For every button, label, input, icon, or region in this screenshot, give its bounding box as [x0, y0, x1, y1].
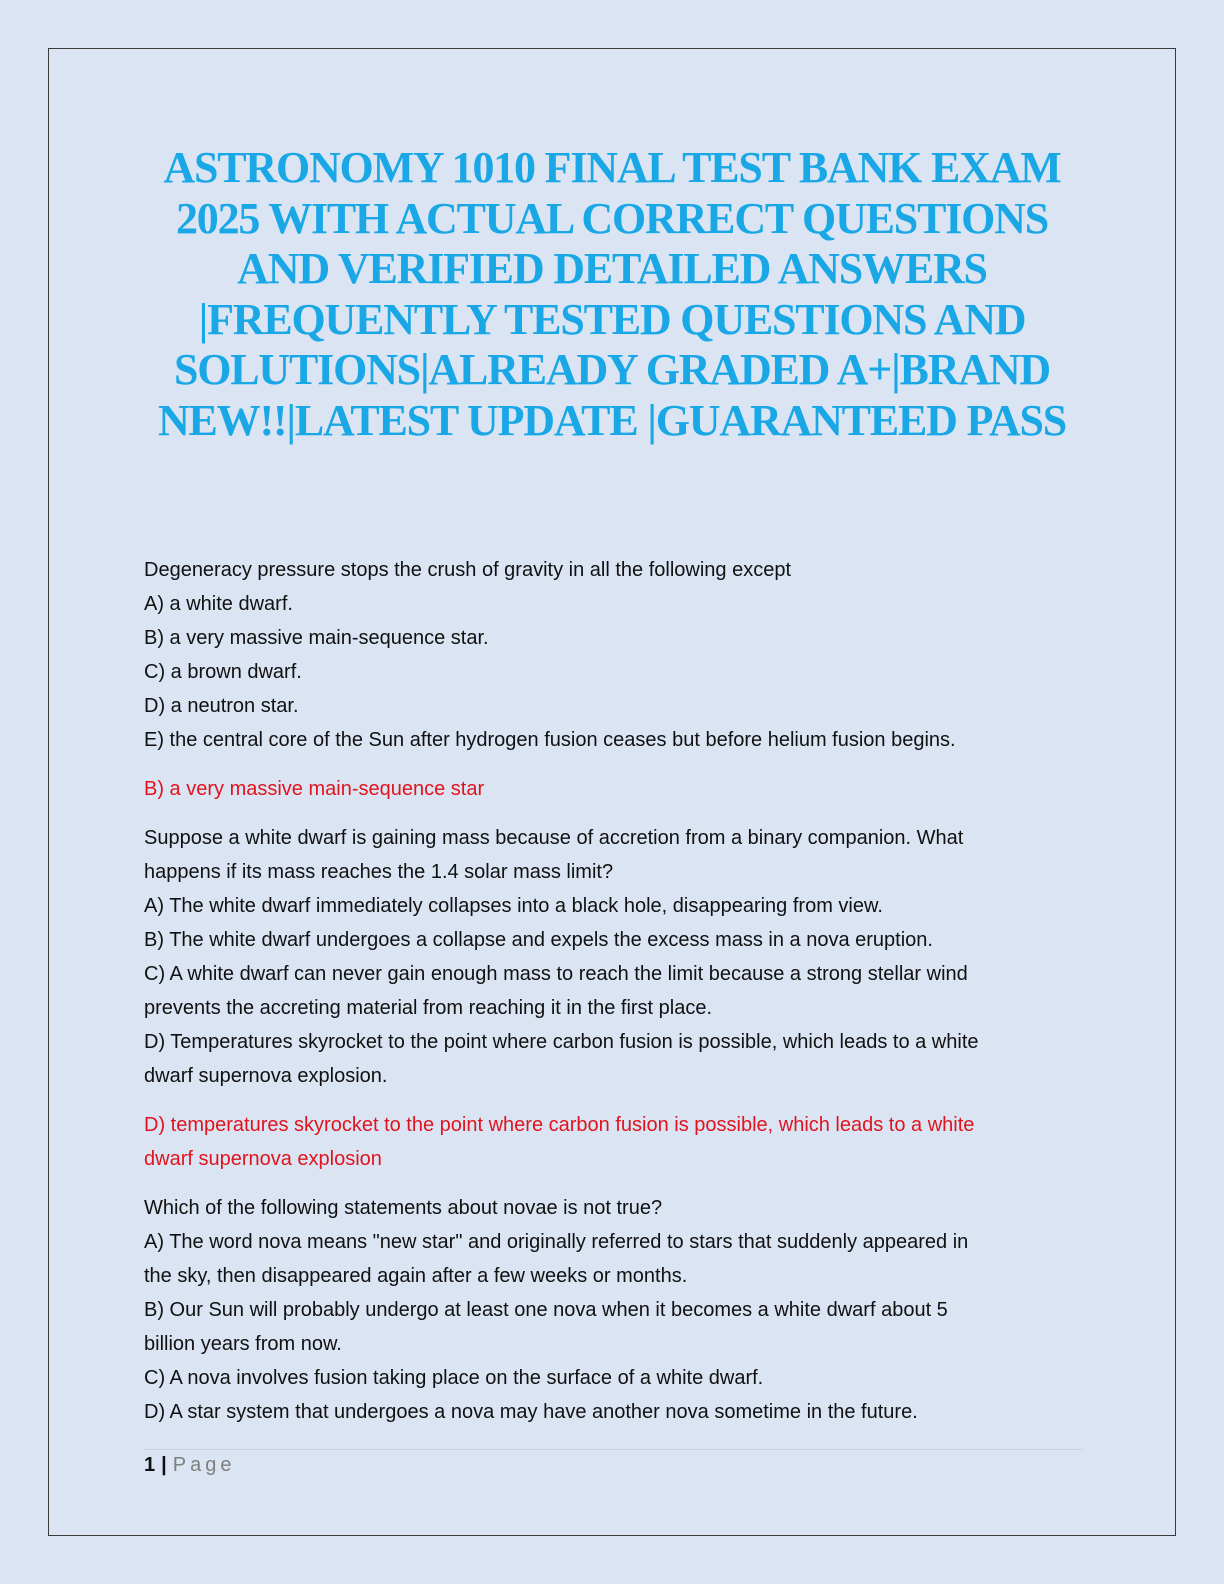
- footer-separator: |: [161, 1454, 167, 1476]
- answer-1: [144, 772, 1084, 806]
- option-d: D) A star system that undergoes a nova may have another nova sometime in the future.: [144, 1401, 918, 1423]
- title-line: NEW!!|LATEST UPDATE |GUARANTEED PASS: [157, 395, 1067, 445]
- answer-text: D) temperatures skyrocket to the point where carbon fusion is possible, which leads to a white: [144, 1114, 975, 1136]
- title-line: 2025 WITH ACTUAL CORRECT QUESTIONS: [175, 193, 1049, 243]
- question-text: Which of the following statements about novae is not true?: [144, 1197, 663, 1219]
- question-2: [144, 821, 1084, 1093]
- option-b: B) The white dwarf undergoes a collapse and expels the excess mass in a nova eruption.: [144, 929, 933, 951]
- option-d: D) Temperatures skyrocket to the point where carbon fusion is possible, which leads to a white: [144, 1031, 979, 1053]
- page-label: Page: [172, 1454, 236, 1476]
- answer-2: [144, 1108, 1084, 1176]
- question-list: [144, 553, 1084, 1429]
- question-3: [144, 1191, 1084, 1429]
- document-title: [120, 143, 1104, 446]
- option-b: B) a very massive main-sequence star.: [144, 627, 489, 649]
- option-c: C) A nova involves fusion taking place on the surface of a white dwarf.: [144, 1367, 764, 1389]
- page-footer: [144, 1454, 235, 1477]
- option-a: A) The word nova means "new star" and originally referred to stars that suddenly appeared in: [144, 1231, 969, 1253]
- question-text: Degeneracy pressure stops the crush of gravity in all the following except: [144, 559, 792, 581]
- option-c: C) a brown dwarf.: [144, 661, 302, 683]
- option-c: C) A white dwarf can never gain enough mass to reach the limit because a strong stellar wind: [144, 963, 968, 985]
- option-d: dwarf supernova explosion.: [144, 1065, 388, 1087]
- question-1: [144, 553, 1084, 757]
- option-b: billion years from now.: [144, 1333, 342, 1355]
- footer-divider: [144, 1449, 1082, 1450]
- option-e: E) the central core of the Sun after hydrogen fusion ceases but before helium fusion begins.: [144, 729, 956, 751]
- answer-text: B) a very massive main-sequence star: [144, 778, 485, 800]
- option-a: A) a white dwarf.: [144, 593, 293, 615]
- title-line: AND VERIFIED DETAILED ANSWERS: [237, 244, 987, 293]
- question-text: Suppose a white dwarf is gaining mass because of accretion from a binary companion. What: [144, 827, 964, 849]
- answer-text: dwarf supernova explosion: [144, 1148, 382, 1170]
- option-a: A) The white dwarf immediately collapses into a black hole, disappearing from view.: [144, 895, 883, 917]
- option-c: prevents the accreting material from reaching it in the first place.: [144, 997, 713, 1019]
- option-d: D) a neutron star.: [144, 695, 299, 717]
- option-a: the sky, then disappeared again after a few weeks or months.: [144, 1265, 688, 1287]
- title-line: ASTRONOMY 1010 FINAL TEST BANK EXAM: [163, 143, 1061, 192]
- page-number: 1: [144, 1454, 156, 1476]
- question-text: happens if its mass reaches the 1.4 solar mass limit?: [144, 861, 614, 883]
- title-line: SOLUTIONS|ALREADY GRADED A+|BRAND: [173, 345, 1051, 394]
- option-b: B) Our Sun will probably undergo at least one nova when it becomes a white dwarf about 5: [144, 1299, 948, 1321]
- title-line: |FREQUENTLY TESTED QUESTIONS AND: [198, 294, 1026, 344]
